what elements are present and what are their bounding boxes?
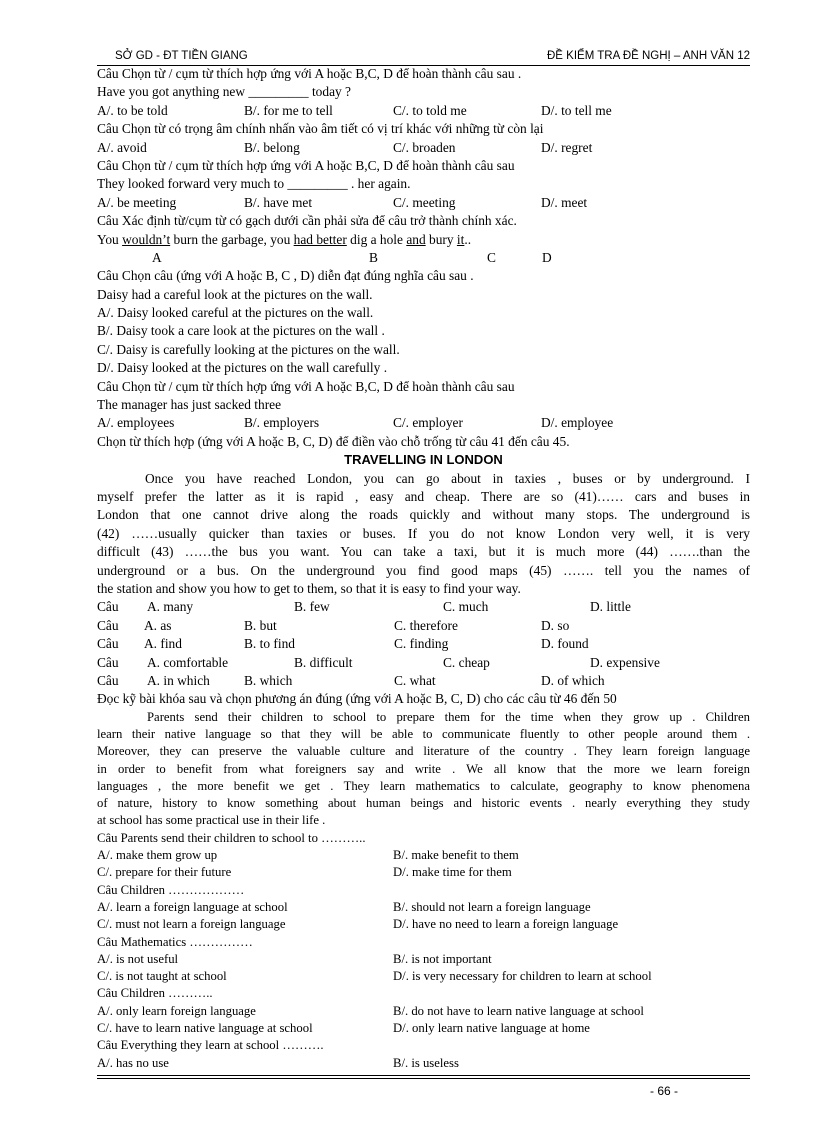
question-stem: Câu Mathematics ……………: [97, 934, 253, 949]
question-stem: The manager has just sacked three: [97, 397, 282, 413]
option-a: A. as: [144, 617, 172, 633]
cloze-question-45: Câu A. in which B. which C. what D. of which: [97, 672, 750, 690]
option-b: B/. should not learn a foreign language: [393, 899, 591, 914]
options-row: [97, 899, 750, 916]
option-d: D/. is very necessary for children to learn at school: [393, 969, 652, 984]
option-a: A/. avoid: [97, 139, 147, 155]
footer-rule: [97, 1075, 750, 1076]
option-c: C. cheap: [443, 654, 490, 670]
page-number: - 66 -: [650, 1084, 679, 1098]
option-b: B/. is useless: [393, 1055, 459, 1070]
passage-line: languages , the more benefit we get . They learn mathematics to calculate, geography to know phenomena: [97, 778, 750, 793]
passage-line: the station and show you how to get to them, so that it is easy to find your way.: [97, 580, 521, 596]
option-d: D/. meet: [541, 194, 588, 210]
option-d: D. little: [590, 599, 631, 615]
option-a: A. comfortable: [147, 654, 229, 670]
underlined-d: it: [456, 231, 465, 247]
option-b: B/. have met: [244, 194, 313, 210]
option-d: D. so: [541, 617, 570, 633]
option-b: B. but: [244, 617, 277, 633]
option-d: D. found: [541, 636, 589, 652]
options-row: [97, 951, 750, 968]
question-stem: Câu Parents send their children to school to ………..: [97, 830, 366, 845]
option-d: D/. make time for them: [393, 865, 512, 880]
options-row: [97, 194, 750, 212]
cloze-instruction: Chọn từ thích hợp (ứng với A hoặc B, C, D) để điền vào chỗ trống từ câu 41 đến câu 45.: [97, 433, 570, 449]
passage-line: learn their native language so that they will be able to communicate fluently to other people around them .: [97, 726, 750, 741]
option-a: A/. is not useful: [97, 951, 179, 966]
page-header: [97, 50, 750, 66]
options-row: [97, 864, 750, 881]
question-stem: Have you got anything new _________ today ?: [97, 84, 352, 100]
header-right: ĐỀ KIỂM TRA ĐỀ NGHỊ – ANH VĂN 12: [546, 50, 750, 62]
option-b: B. few: [294, 599, 330, 615]
reading-instruction: Đọc kỹ bài khóa sau và chọn phương án đúng (ứng với A hoặc B, C, D) cho các câu từ 46 đến 50: [97, 691, 617, 707]
option-a: A/. learn a foreign language at school: [97, 899, 288, 914]
cloze-question-42: Câu A. as B. but C. therefore D. so: [97, 617, 750, 635]
option-a: A. many: [147, 599, 194, 615]
question-stem: Daisy had a careful look at the pictures on the wall.: [97, 286, 373, 302]
reading-passage: [97, 709, 750, 1072]
option-d: D/. have no need to learn a foreign language: [393, 917, 619, 932]
cloze-question-41: Câu A. many B. few C. much D. little: [97, 598, 750, 616]
option-d: D/. regret: [541, 139, 593, 155]
option-b: B. difficult: [294, 654, 353, 670]
option-d: D/. Daisy looked at the pictures on the wall carefully .: [97, 360, 388, 376]
option-d: D/. employee: [541, 415, 614, 431]
worksheet: [97, 65, 750, 1072]
option-c: C. what: [394, 672, 436, 688]
underlined-b: had better: [293, 231, 347, 247]
passage-line: Parents send their children to school to prepare them for the time when they grow up . Children: [147, 709, 750, 724]
options-row: [97, 102, 750, 120]
option-a: A/. to be told: [97, 102, 168, 118]
passage-line: (42) ……usually quicker than taxies or buses. If you do not know London very well, it is very: [97, 525, 750, 541]
options-row: [97, 1055, 750, 1072]
option-a: A. find: [144, 636, 182, 652]
option-c: C/. is not taught at school: [97, 969, 227, 984]
option-c: C/. to told me: [393, 102, 467, 118]
passage-line: at school has some practical use in their life .: [97, 813, 326, 828]
passage-line: London that one cannot drive along the roads quickly and without many stops. The underground is: [97, 507, 750, 523]
error-letters: [97, 249, 750, 267]
option-b: B/. make benefit to them: [393, 848, 519, 863]
passage-line: difficult (43) ……the bus you want. You can take a taxi, but it is much more (44) …….than the: [97, 544, 750, 560]
option-a: A/. make them grow up: [97, 848, 218, 863]
option-b: B. which: [244, 672, 293, 688]
option-a: A/. only learn foreign language: [97, 1003, 256, 1018]
option-a: A/. be meeting: [97, 194, 177, 210]
letter-b: B: [369, 249, 378, 265]
question-instruction: Câu Chọn từ / cụm từ thích hợp ứng với A hoặc B,C, D để hoàn thành câu sau: [97, 378, 515, 394]
option-c: C/. have to learn native language at school: [97, 1021, 313, 1036]
cloze-question-44: Câu A. comfortable B. difficult C. cheap D. expensive: [97, 654, 750, 672]
option-b: B/. for me to tell: [244, 102, 333, 118]
option-a: A/. employees: [97, 415, 175, 431]
option-d: D/. only learn native language at home: [393, 1021, 590, 1036]
question-stem: Câu Children ………………: [97, 882, 245, 897]
passage-line: Moreover, they can preserve the valuable culture and literature of the country . They learn foreign language: [97, 744, 750, 759]
option-c: C. therefore: [394, 617, 458, 633]
question-instruction: Câu Chọn từ có trọng âm chính nhấn vào âm tiết có vị trí khác với những từ còn lại: [97, 121, 544, 137]
option-b: B. to find: [244, 636, 295, 652]
passage-line: myself prefer the latter as it is rapid , easy and cheap. There are so (41)…… cars and buses in: [97, 488, 750, 504]
option-b: B/. belong: [244, 139, 300, 155]
option-a: A/. has no use: [97, 1055, 169, 1070]
letter-a: A: [152, 249, 162, 265]
options-row: [97, 916, 750, 933]
option-b: B/. Daisy took a care look at the pictures on the wall .: [97, 323, 385, 339]
cloze-question-43: Câu A. find B. to find C. finding D. found: [97, 635, 750, 653]
passage-title: TRAVELLING IN LONDON: [344, 452, 503, 468]
question-instruction: Câu Chọn từ / cụm từ thích hợp ứng với A hoặc B,C, D để hoàn thành câu sau .: [97, 66, 522, 81]
letter-c: C: [487, 249, 496, 265]
option-c: C/. must not learn a foreign language: [97, 917, 286, 932]
passage-line: of nature, history to know something about human beings and historic events . nearly everything they study: [97, 796, 750, 811]
option-c: C. finding: [394, 636, 449, 652]
option-c: C. much: [443, 599, 489, 615]
underlined-c: and: [406, 231, 426, 247]
option-a: A/. Daisy looked careful at the pictures on the wall.: [97, 305, 374, 321]
options-row: [97, 414, 750, 432]
option-c: C/. prepare for their future: [97, 865, 232, 880]
option-c: C/. broaden: [393, 139, 456, 155]
option-c: C/. Daisy is carefully looking at the pictures on the wall.: [97, 341, 400, 357]
letter-d: D: [542, 249, 552, 265]
option-d: D. of which: [541, 672, 605, 688]
underlined-a: wouldn’t: [122, 231, 171, 247]
option-c: C/. employer: [393, 415, 463, 431]
options-row: [97, 847, 750, 864]
question-stem: They looked forward very much to _________ . her again.: [97, 176, 411, 192]
options-row: [97, 1020, 750, 1037]
question-stem: Câu Everything they learn at school ……….: [97, 1038, 324, 1053]
options-row: [97, 968, 750, 985]
question-stem: Câu Children ………..: [97, 986, 213, 1001]
option-d: D/. to tell me: [541, 102, 612, 118]
option-b: B/. is not important: [393, 951, 492, 966]
question-instruction: Câu Chọn từ / cụm từ thích hợp ứng với A hoặc B,C, D để hoàn thành câu sau: [97, 157, 515, 173]
option-b: B/. employers: [244, 415, 320, 431]
error-sentence: You wouldn’t burn the garbage, you had better dig a hole and bury it..: [97, 231, 472, 247]
option-b: B/. do not have to learn native language at school: [393, 1003, 644, 1018]
passage-line: in order to benefit from what foreigners say and write . We all know that the more we learn foreign: [97, 761, 750, 776]
passage-line: underground or a bus. On the underground you find good maps (45) ……. tell you the names of: [97, 562, 750, 578]
option-a: A. in which: [147, 672, 210, 688]
question-instruction: Câu Xác định từ/cụm từ có gạch dưới cần phải sửa để câu trở thành chính xác.: [97, 213, 517, 229]
option-d: D. expensive: [590, 654, 660, 670]
question-instruction: Câu Chọn câu (ứng với A hoặc B, C , D) diễn đạt đúng nghĩa câu sau .: [97, 268, 474, 284]
footer-rule: [97, 1078, 750, 1079]
options-row: [97, 1003, 750, 1020]
passage-line: Once you have reached London, you can go about in taxies , buses or by underground. I: [145, 470, 750, 486]
options-row: [97, 139, 750, 157]
option-c: C/. meeting: [393, 194, 456, 210]
header-left: SỞ GD - ĐT TIỀN GIANG: [115, 50, 248, 62]
